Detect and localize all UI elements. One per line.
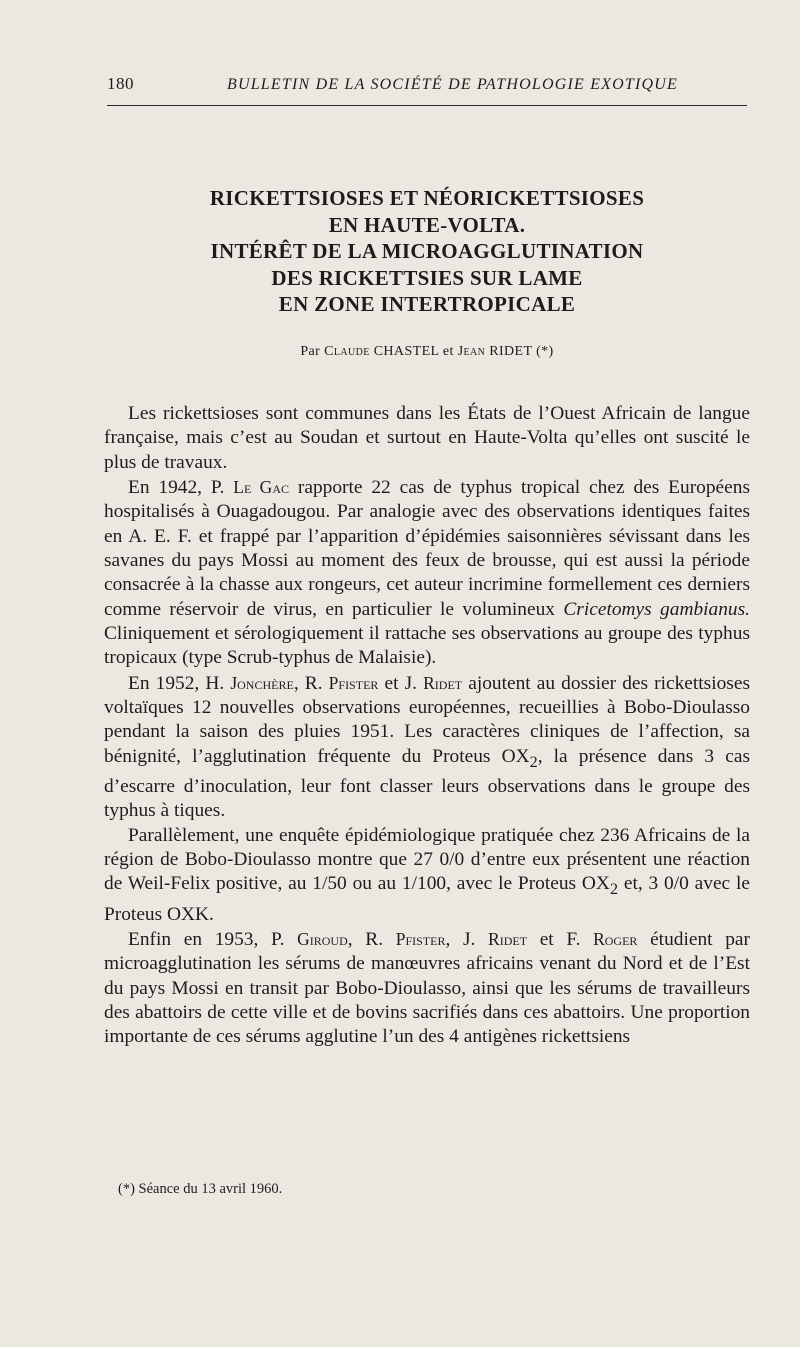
author-name: Roger	[593, 928, 638, 949]
author-name: Pfister	[395, 928, 446, 949]
footnote-text: Séance du 13 avril 1960.	[138, 1181, 283, 1197]
title-line: RICKETTSIOSES ET NÉORICKETTSIOSES	[209, 186, 645, 210]
byline	[107, 344, 747, 360]
author-name: Pfister	[328, 672, 379, 693]
title-line: DES RICKETTSIES SUR LAME	[271, 265, 583, 290]
running-head	[107, 74, 747, 102]
footnote-mark: (*)	[536, 344, 554, 359]
title-line: EN HAUTE-VOLTA.	[328, 212, 526, 237]
text-run: et, 3 0/0 avec le Proteus OXK.	[104, 873, 750, 925]
paragraph	[104, 671, 750, 824]
text-run: , R.	[293, 672, 323, 694]
journal-title: BULLETIN DE LA SOCIÉTÉ DE PATHOLOGIE EXOTIQUE	[226, 76, 679, 93]
paragraph	[104, 824, 750, 927]
page-number: 180	[107, 74, 134, 93]
paragraph	[104, 402, 750, 475]
author-name: Le Gac	[233, 477, 289, 498]
text-run: , R.	[347, 928, 384, 950]
text-run: , J.	[445, 928, 476, 950]
author-name: Jonchère	[230, 672, 294, 693]
author-last-name: RIDET	[489, 344, 533, 359]
subscript: 2	[529, 753, 538, 771]
text-run: En 1942, P.	[128, 477, 225, 499]
text-run: étudient par microagglutination les sérums de manœuvres africains venant du Nord et de l’Est du pays Mossi en transit par Bobo-Dioulasso, ainsi que les sérums de travailleurs des abattoirs de cette ville et de bovins sacrifiés dans ces abattoirs. Une proportion importante de ces sérums agglutine l’un des 4 antigènes rickettsiens	[104, 928, 750, 1048]
paragraph	[104, 475, 750, 671]
author-name: Ridet	[423, 672, 463, 693]
byline-conjunction: et	[442, 344, 454, 359]
text-run: Parallèlement, une enquête épidémiologique pratiquée chez 236 Africains de la région de Bobo-Dioulasso montre que 27 0/0 d’entre eux présentent une réaction de Weil-Felix positive, au 1/50 ou au 1/100, avec le Proteus OX	[104, 824, 750, 895]
footnote	[118, 1181, 738, 1198]
paragraph	[104, 927, 750, 1050]
text-run: ajoutent au dossier des rickettsioses voltaïques 12 nouvelles observations européennes, recueillies à Bobo-Dioulasso pendant la saison des pluies 1951. Les caractères cliniques de l’affection, sa bénignité, l’agglutination fréquente du Proteus OX	[104, 672, 750, 767]
text-run: rapporte 22 cas de typhus tropical chez des Européens hospitalisés à Ouagadougou. Par analogie avec des observations identiques faites en A. E. F. et frappé par l’apparition d’épidémies saisonnières sévissant dans les savanes du pays Mossi au moment des feux de brousse, qui est aussi la période consacrée à la chasse aux rongeurs, cet auteur incrimine formellement ces derniers comme réservoir de virus, en particulier le volumineux	[104, 477, 750, 620]
author-name: Giroud	[297, 928, 348, 949]
subscript: 2	[609, 881, 619, 899]
author-first-name: Claude	[324, 344, 370, 359]
text-run: et J.	[384, 672, 417, 694]
header-rule	[107, 105, 747, 106]
footnote-mark: (*)	[118, 1181, 135, 1197]
byline-prefix: Par	[300, 344, 321, 359]
text-run: En 1952, H.	[128, 672, 225, 694]
title-line: INTÉRÊT DE LA MICROAGGLUTINATION	[210, 239, 644, 263]
species-name: Cricetomys gambianus.	[563, 598, 751, 620]
paragraph-text: Les rickettsioses sont communes dans les États de l’Ouest Africain de langue française, mais c’est au Soudan et surtout en Haute-Volta qu’elles ont suscité le plus de travaux.	[104, 403, 750, 473]
article-title	[107, 185, 747, 318]
author-name: Ridet	[488, 928, 528, 949]
author-last-name: CHASTEL	[373, 344, 439, 359]
text-run: Cliniquement et sérologiquement il rattache ses observations au groupe des typhus tropicaux (type Scrub-typhus de Malaisie).	[104, 623, 750, 669]
text-run: , la présence dans 3 cas d’escarre d’inoculation, leur font classer leurs observations dans le groupe des typhus à tiques.	[104, 745, 750, 822]
text-run: et F.	[539, 928, 581, 950]
title-line: EN ZONE INTERTROPICALE	[278, 292, 576, 316]
author-first-name: Jean	[457, 344, 486, 359]
text-run: Enfin en 1953, P.	[128, 928, 285, 950]
article-body	[104, 402, 750, 1050]
